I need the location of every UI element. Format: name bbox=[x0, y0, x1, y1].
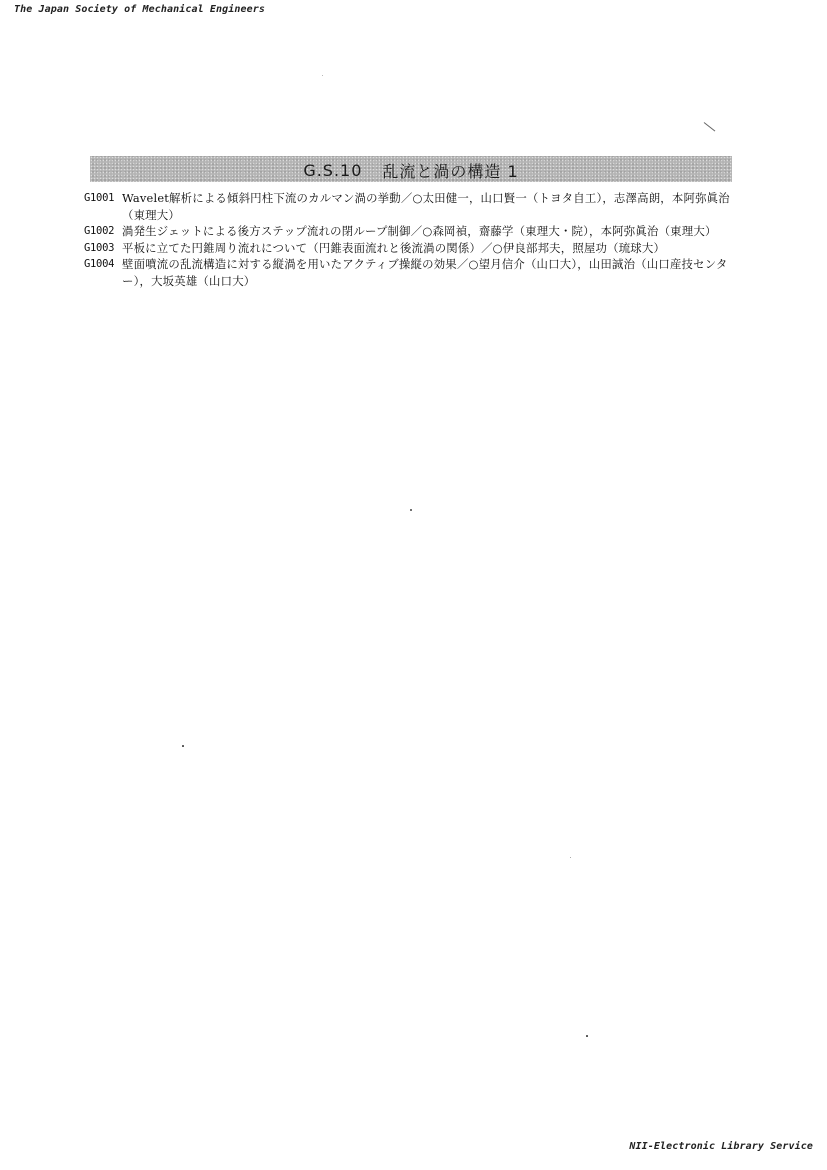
session-title: 乱流と渦の構造 1 bbox=[382, 161, 519, 181]
scan-speck bbox=[570, 857, 571, 858]
paper-id: G1002 bbox=[84, 225, 115, 237]
publisher-header: The Japan Society of Mechanical Engineers bbox=[14, 4, 265, 15]
scan-speck bbox=[586, 1035, 588, 1037]
paper-entry bbox=[84, 240, 744, 257]
session-code: G.S.10 bbox=[303, 160, 363, 180]
paper-title-authors: 壁面噴流の乱流構造に対する縦渦を用いたアクティブ操縦の効果／○望月信介（山口大），山田誠治（山口産技センター），大坂英雄（山口大） bbox=[122, 257, 728, 288]
paper-id: G1004 bbox=[84, 258, 115, 270]
scan-speck bbox=[322, 75, 323, 76]
paper-title-authors: 渦発生ジェットによる後方ステップ流れの閉ループ制御／○森岡禎，齋藤学（東理大・院），本阿弥眞治（東理大） bbox=[122, 224, 717, 238]
library-service-footer: NII-Electronic Library Service bbox=[629, 1141, 813, 1152]
paper-title-authors: 平板に立てた円錐周り流れについて（円錐表面流れと後流渦の関係）／○伊良部邦夫，照屋功（琉球大） bbox=[122, 240, 666, 255]
paper-id: G1001 bbox=[84, 192, 115, 204]
paper-list bbox=[84, 190, 744, 289]
paper-entry bbox=[84, 190, 744, 223]
paper-entry bbox=[84, 223, 744, 240]
scan-speck bbox=[182, 745, 184, 747]
scan-speck bbox=[410, 509, 412, 511]
paper-title-authors: Wavelet解析による傾斜円柱下流のカルマン渦の挙動／○太田健一，山口賢一（トヨタ自工），志澤高朗，本阿弥眞治（東理大） bbox=[122, 191, 730, 222]
session-title-bar bbox=[90, 156, 732, 182]
scan-mark bbox=[704, 122, 716, 131]
paper-id: G1003 bbox=[84, 241, 115, 254]
paper-entry bbox=[84, 256, 744, 289]
